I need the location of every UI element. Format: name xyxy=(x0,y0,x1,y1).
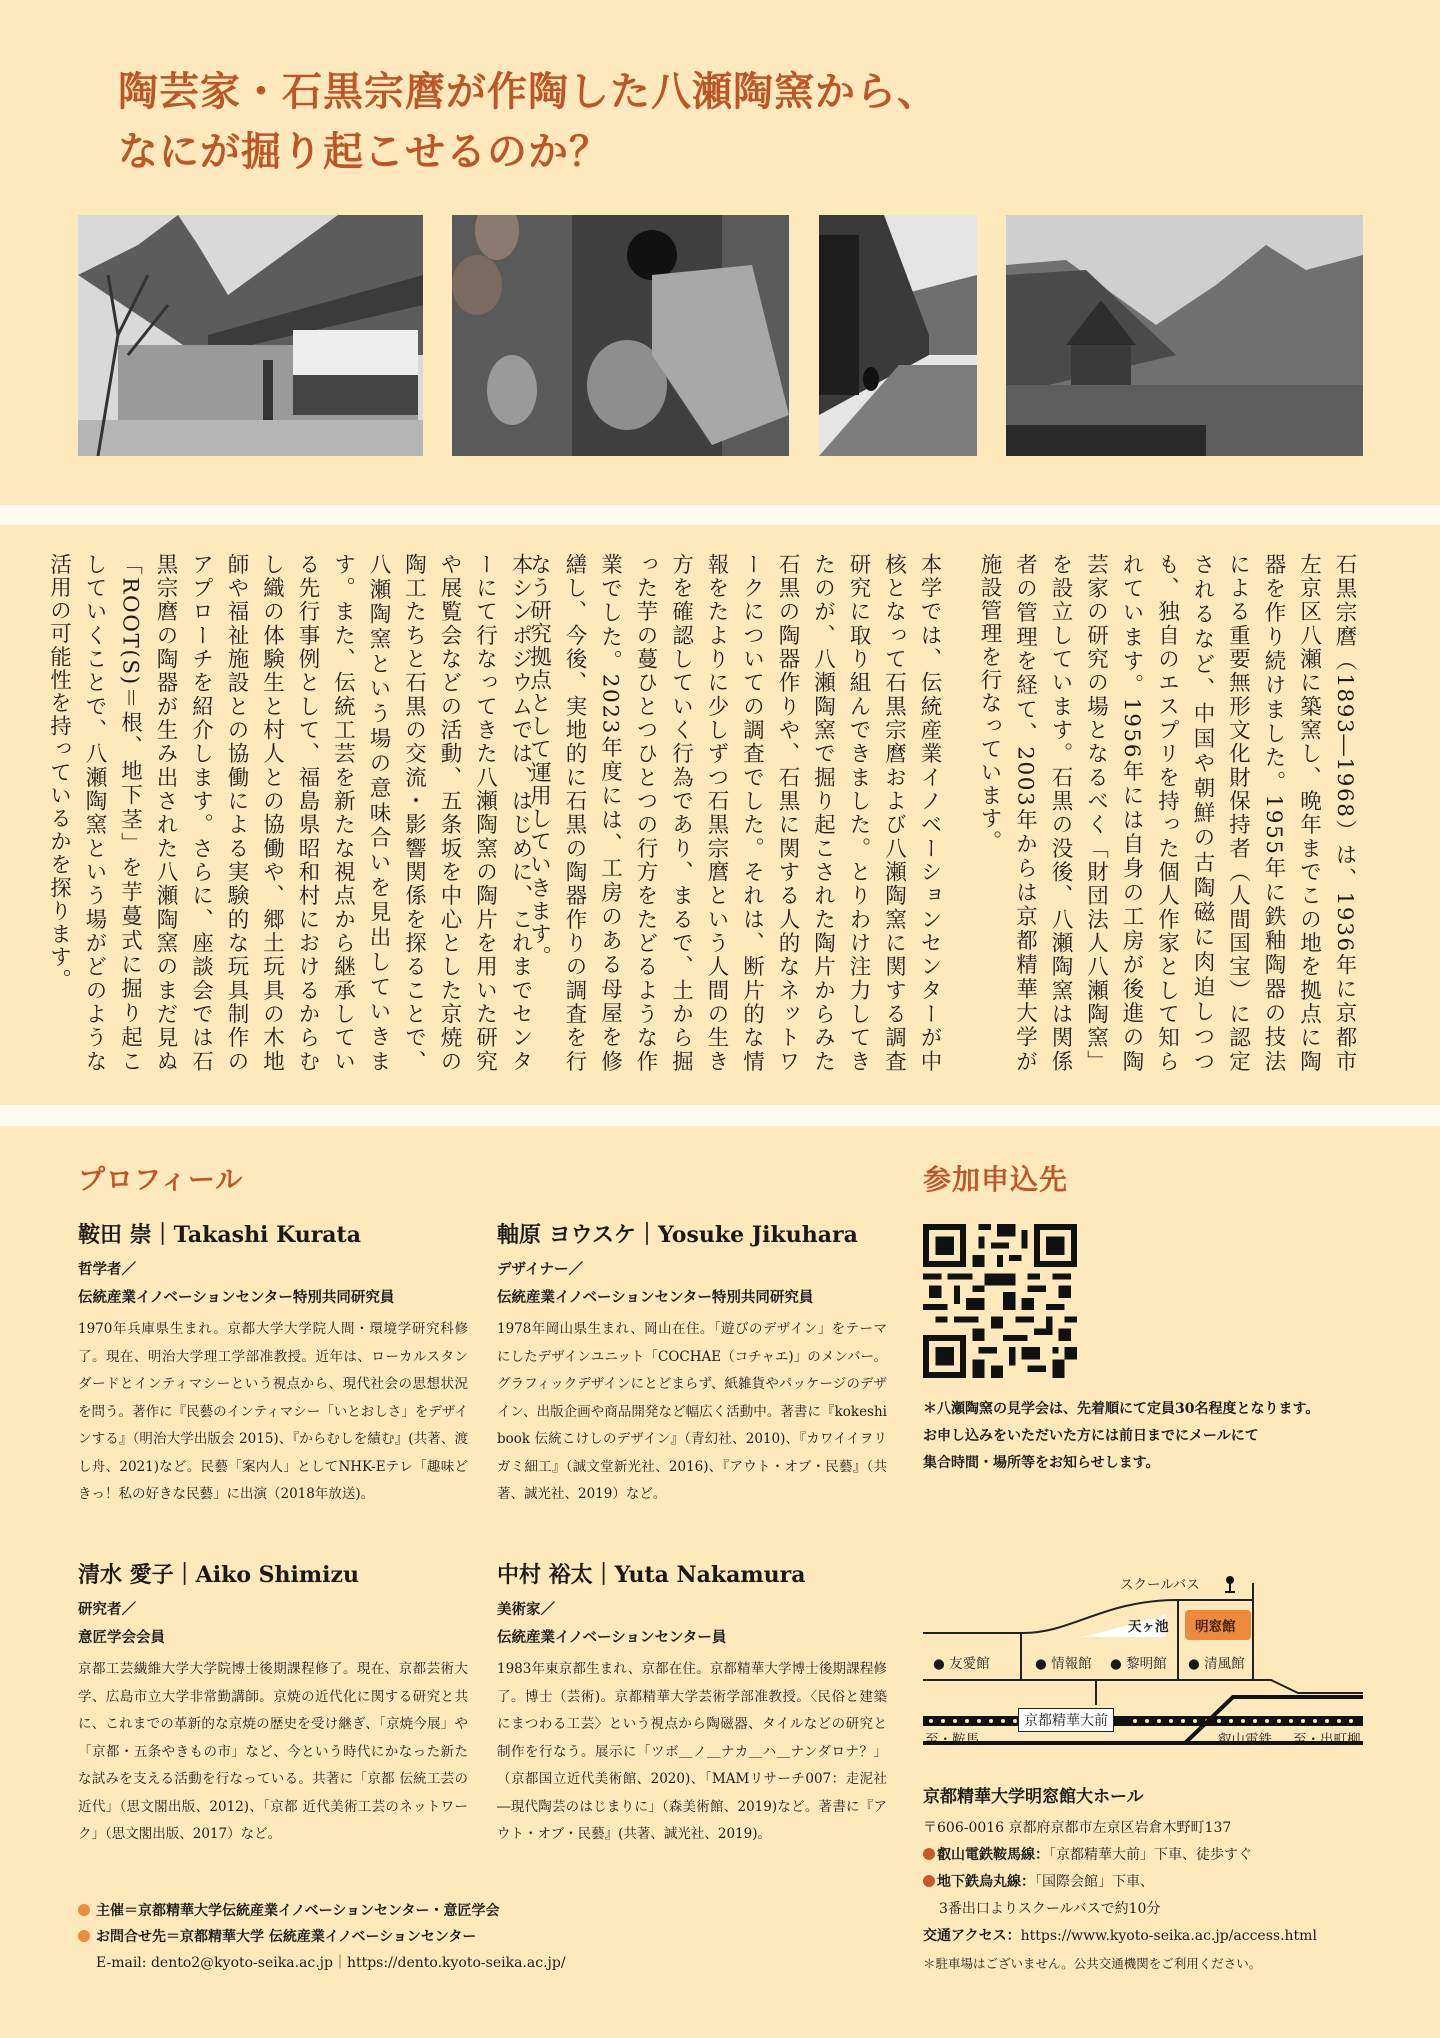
intro-paragraph-1: 石黒宗麿（1893―1968）は、1936年に京都市左京区八瀬に築窯し、晩年までこの地を拠点に陶器を作り続けました。1955年に鉄釉陶器の技法による重要無形文化財保持者（人間国宝）に認定されるなど、中国や朝鮮の古陶磁に肉迫しつつも、独自のエスプリを持った個人作家として知られています。1956年には自身の工房が後進の陶芸家の研究の場となるべく「財団法人八瀬陶窯」を設立しています。石黒の没後、八瀬陶窯は関係者の管理を経て、2003年からは京都精華大学が施設管理を行なっています。 xyxy=(977,553,1357,1073)
village-road-photo xyxy=(819,215,977,456)
organizer-contact-block xyxy=(78,1898,566,1976)
building-yuai: ● 友愛館 xyxy=(933,1656,990,1672)
profile-bio: 1970年兵庫県生まれ。京都大学大学院人間・環境学研究科修了。現在、明治大学理工学部准教授。近年は、ローカルスタンダードとインティマシーという視点から、現代社会の思想状況を問う。著作に『民藝のインティマシー「いとおしさ」をデザインする』（明治大学出版会 2015)、『からむしを績む』(共著、渡し舟、2021)など。民藝「案内人」としてNHK-Eテレ「趣味どきっ！私の好きな民藝」に出演（2018年放送)。 xyxy=(78,1321,468,1502)
route-eizan: 叡山電鉄鞍馬線：「京都精華大前」下車、徒歩すぐ xyxy=(923,1842,1393,1869)
email-url-line[interactable]: E-mail: dento2@kyoto-seika.ac.jp｜https://dento.kyoto-seika.ac.jp/ xyxy=(96,1955,566,1971)
qr-code[interactable] xyxy=(923,1224,1077,1378)
separator-band-top xyxy=(0,505,1440,525)
intro-paragraph-3: 本シンポジウムでは、はじめに、これまでセンターにて行なってきた八瀬陶窯の陶片を用いた研究や展覧会などの活動、五条坂を中心とした京焼の陶工たちと石黒の交流・影響関係を探ることで、八瀬陶窯という場の意味合いを見出していきます。また、伝統工芸を新たな視点から継承している先行事例として、福島県昭和村におけるからむし織の体験生と村人との協働や、郷土玩具の木地師や福祉施設との協働による実験的な玩具制作のアプローチを紹介します。さらに、座談会では石黒宗麿の陶器が生み出された八瀬陶窯のまだ見ぬ「ROOT(S)＝根、地下茎」を芋蔓式に掘り起こしていくことで、八瀬陶窯という場がどのような活用の可能性を持っているかを探ります。 xyxy=(46,553,533,1073)
access-info xyxy=(923,1815,1393,1977)
route-subway-detail: 3番出口よりスクールバスで約10分 xyxy=(939,1901,1161,1917)
profile-role-title: 研究者／ xyxy=(78,1601,136,1618)
target-building-label: 明窓館 xyxy=(1195,1619,1236,1635)
venue-address: 〒606-0016 京都府京都市左京区岩倉木野町137 xyxy=(923,1820,1232,1836)
bullet-dot-icon xyxy=(923,1848,935,1860)
tour-note xyxy=(923,1396,1403,1477)
profile-role xyxy=(78,1256,468,1312)
separator-band-bottom xyxy=(0,1105,1440,1126)
pond-label: 天ヶ池 xyxy=(1128,1619,1169,1635)
profile-name: 清水 愛子｜Aiko Shimizu xyxy=(78,1562,360,1588)
to-demachiyanagi-label: 至・出町柳 xyxy=(1293,1732,1361,1748)
bullet-dot-icon xyxy=(78,1904,90,1916)
headline-line-2: なにが掘り起こせるのか？ xyxy=(118,128,610,175)
profile-role xyxy=(497,1256,887,1312)
profile-role-affiliation: 伝統産業イノベーションセンター員 xyxy=(497,1629,727,1646)
profile-name: 鞍田 崇｜Takashi Kurata xyxy=(78,1222,361,1248)
profile-bio: 京都工芸繊維大学大学院博士後期課程修了。現在、京都芸術大学、広島市立大学非常勤講師。京焼の近代化に関する研究と共に、これまでの革新的な京焼の歴史を受け継ぎ、「京焼今展」や「京都・五条やきもの市」など、今という時代にかなった新たな試みを支える活動を行なっている。共著に「京都 伝統工芸の近代」（思文閣出版、2012)、「京都 近代美術工芸のネットワーク」（思文閣出版、2017）など。 xyxy=(78,1661,468,1842)
profile-jikuhara xyxy=(497,1220,887,1509)
profile-role-affiliation: 伝統産業イノベーションセンター特別共同研究員 xyxy=(78,1289,395,1306)
profile-bio: 1983年東京都生まれ、京都在住。京都精華大学博士後期課程修了。博士（芸術)。京都精華大学芸術学部准教授。〈民俗と建築にまつわる工芸〉という視点から陶磁器、タイルなどの研究と制作を行なう。展示に「ツボ＿ノ＿ナカ＿ハ＿ナンダロナ？」（京都国立近代美術館、2020)、「MAMリサーチ007：走泥社―現代陶芸のはじまりに」（森美術館、2019)など。著書に『アウト・オブ・民藝』(共著、誠光社、2019)。 xyxy=(497,1661,887,1842)
profile-name: 軸原 ヨウスケ｜Yosuke Jikuhara xyxy=(497,1222,858,1248)
profile-shimizu xyxy=(78,1560,468,1849)
profile-role-title: 哲学者／ xyxy=(78,1261,136,1278)
tour-note-line-1: ＊八瀬陶窯の見学会は、先着順にて定員30名程度となります。 xyxy=(923,1401,1320,1417)
profile-role-title: デザイナー／ xyxy=(497,1261,583,1278)
page-headline xyxy=(118,62,1118,182)
profile-name: 中村 裕太｜Yuta Nakamura xyxy=(497,1562,806,1588)
profile-role-affiliation: 伝統産業イノベーションセンター特別共同研究員 xyxy=(497,1289,814,1306)
building-joho: ● 情報館 xyxy=(1035,1656,1092,1672)
organizer-text: 主催＝京都精華大学伝統産業イノベーションセンター・意匠学会 xyxy=(96,1903,500,1919)
access-url-link[interactable]: https://www.kyoto-seika.ac.jp/access.html xyxy=(1020,1928,1317,1944)
access-url-line: 交通アクセス：https://www.kyoto-seika.ac.jp/access.html xyxy=(923,1928,1317,1944)
profile-role-affiliation: 意匠学会会員 xyxy=(78,1629,165,1646)
profile-section-title: プロフィール xyxy=(78,1165,244,1196)
profile-nakamura xyxy=(497,1560,887,1849)
bullet-dot-icon xyxy=(78,1930,90,1942)
building-reimei: ● 黎明館 xyxy=(1110,1656,1167,1672)
tour-note-line-2: お申し込みをいただいた方には前日までにメールにて xyxy=(923,1428,1259,1444)
profile-role xyxy=(78,1596,468,1652)
parking-note: ＊駐車場はございません。公共交通機関をご利用ください。 xyxy=(923,1956,1262,1971)
station-label: 京都精華大前 xyxy=(1018,1708,1114,1732)
bullet-dot-icon xyxy=(923,1875,935,1887)
mountain-village-photo xyxy=(1006,215,1363,456)
route-subway: 地下鉄烏丸線：「国際会館」下車、 xyxy=(923,1869,1393,1896)
venue-name: 京都精華大学明窓館大ホール xyxy=(923,1787,1144,1807)
contact-text: お問合せ先＝京都精華大学 伝統産業イノベーションセンター xyxy=(96,1929,477,1945)
to-kurama-label: 至・鞍馬 xyxy=(925,1732,979,1748)
tour-note-line-3: 集合時間・場所等をお知らせします。 xyxy=(923,1455,1160,1471)
thatched-house-with-man-photo xyxy=(78,215,423,456)
profile-bio: 1978年岡山県生まれ、岡山在住。「遊びのデザイン」をテーマにしたデザインユニット「COCHAE（コチャエ)」のメンバー。グラフィックデザインにとどまらず、紙雑貨やパッケージのデザイン、出版企画や商品開発など幅広く活動中。著書に『kokeshi book 伝統こけしのデザイン』（青幻社、2010)、『カワイイヲリガミ細工』（誠文堂新光社、2016)、『アウト・オブ・民藝』（共著、誠光社、2019）など。 xyxy=(497,1321,887,1502)
railway-label: 叡山電鉄 xyxy=(1218,1732,1272,1748)
contact-line xyxy=(78,1924,566,1950)
application-section-title: 参加申込先 xyxy=(923,1163,1069,1196)
intro-paragraph-2: 本学では、伝統産業イノベーションセンターが中核となって石黒宗麿および八瀬陶窯に関する調査研究に取り組んできました。とりわけ注力してきたのが、八瀬陶窯で掘り起こされた陶片からみた石黒の陶器作りや、石黒に関する人的なネットワークについての調査でした。それは、断片的な情報をたよりに少しずつ石黒宗麿という人間の生き方を確認していく行為であり、まるで、土から掘った芋の蔓ひとつひとつの行方をたどるような作業でした。2023年度には、工房のある母屋を修繕し、今後、実地的に石黒の陶器作りの調査を行なう研究拠点として運用していきます。 xyxy=(526,553,942,1073)
school-bus-label: スクールバス xyxy=(1120,1577,1200,1593)
potter-at-wheel-photo xyxy=(452,215,789,456)
headline-line-1: 陶芸家・石黒宗麿が作陶した八瀬陶窯から、 xyxy=(118,68,938,115)
organizer-line xyxy=(78,1898,566,1924)
profile-role xyxy=(497,1596,887,1652)
profile-role-title: 美術家／ xyxy=(497,1601,555,1618)
building-seifu: ● 清風館 xyxy=(1188,1656,1245,1672)
campus-access-map xyxy=(923,1575,1363,1748)
profile-kurata xyxy=(78,1220,468,1509)
